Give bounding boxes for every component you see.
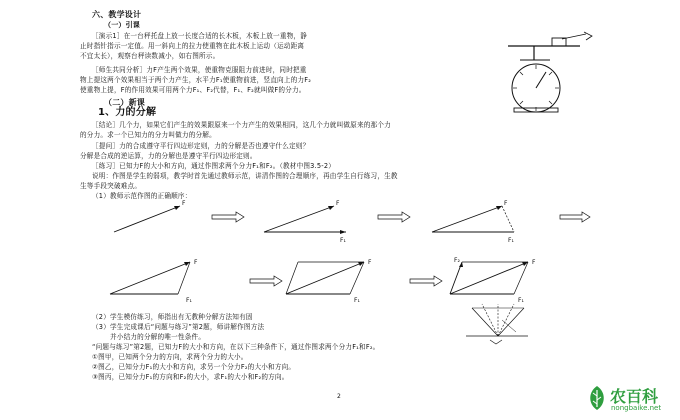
step-arrow-icon xyxy=(250,276,282,286)
label-F1: F₁ xyxy=(354,297,360,304)
text-line: ③图丙，已知分力F₁的方向和F₂的大小，求F₁的大小和F₂的方向。 xyxy=(92,373,289,381)
text-line: ［提问］力的合成遵守平行四边形定则，力的分解是否也遵守什么定则？ xyxy=(92,142,310,150)
text-line: ［练习］已知力F的大小和方向，通过作图求两个分力F₁和F₂。（教材中图3.5-2） xyxy=(92,162,336,170)
step-arrow-icon xyxy=(378,212,410,222)
text-line: ［师生共同分析］力F产生两个效果，使重物克服阻力前进时，同时把重 xyxy=(92,66,307,74)
leaf-logo-icon xyxy=(586,384,608,412)
text-line: 的分力。求一个已知力的分力叫做力的分解。 xyxy=(80,131,216,139)
force-diagram-step1 xyxy=(110,198,190,238)
text-line: ［演示1］在一台秤托盘上放一长度合适的长木板，木板上放一重物，静 xyxy=(92,32,307,40)
scale-diagram xyxy=(500,32,610,114)
label-F1: F₁ xyxy=(340,237,346,244)
text-line: 物上提这两个效果相当于两个力产生，水平力F₁使重物前进，竖直向上的力F₂ xyxy=(80,76,312,84)
label-F: F xyxy=(504,200,508,207)
label-F1: F₁ xyxy=(518,297,524,304)
force-diagram-step6 xyxy=(448,256,558,304)
text-line: 止时指针指示一定值。用一斜向上的拉力使重物在此木板上运动（运动距离 xyxy=(80,42,305,50)
force-diagram-step3 xyxy=(430,198,530,244)
label-F: F xyxy=(182,200,186,207)
page-number: 2 xyxy=(337,393,342,400)
force-diagram-step2 xyxy=(262,198,357,244)
force-diagram-step5 xyxy=(284,256,394,304)
text-line: （3）学生完成课后“问题与练习”第2题，师讲解作图方法 xyxy=(92,323,265,331)
text-line: （1）教师示范作图的正确顺序： xyxy=(92,192,192,200)
topic-heading: 1、力的分解 xyxy=(98,107,157,118)
label-F: F xyxy=(336,200,340,207)
label-F: F xyxy=(532,259,536,266)
text-line: 生等手段突破难点。 xyxy=(80,182,142,190)
text-line: 不宜太长），观察台秤读数减小，如右图所示。 xyxy=(80,52,220,60)
step-arrow-icon xyxy=(560,212,590,222)
label-F1: F₁ xyxy=(186,297,192,304)
newlesson-subheading: （二）新课 xyxy=(104,98,145,107)
text-line: 并小结力的分解的唯一性条件。 xyxy=(110,333,206,341)
text-line: “问题与练习”第2题，已知力F的大小和方向，在以下三种条件下，通过作图求两个分力F₁和F₂。 xyxy=(92,343,380,351)
step-arrow-icon xyxy=(410,276,442,286)
section-heading: 六、教学设计 xyxy=(92,10,142,19)
label-F2: F₂ xyxy=(454,257,460,264)
text-line: （2）学生模仿练习，师指出有无教种分解方法知有固 xyxy=(92,313,253,321)
watermark-name: 农百科 xyxy=(610,387,659,406)
intro-subheading: （一）引课 xyxy=(104,21,140,29)
force-diagram-step4 xyxy=(108,256,213,304)
label-F: F xyxy=(368,259,372,266)
label-F1: F₁ xyxy=(508,237,514,244)
exercise-diagram xyxy=(462,300,534,344)
watermark-url: nongbaike.net xyxy=(611,404,662,412)
text-line: ②图乙，已知分力F₁的大小和方向，求另一个分力F₂的大小和方向。 xyxy=(92,363,296,371)
step-arrow-icon xyxy=(212,212,244,222)
text-line: 说明：作图是学生的弱项，教学时首先通过教师示范，讲清作图的合理顺序，再由学生自行练习，生教 xyxy=(92,172,398,180)
text-line: ①图甲，已知两个分力的方向，求两个分力的大小。 xyxy=(92,353,248,361)
label-F: F xyxy=(194,259,198,266)
text-line: ［结论］几个力，如果它们产生的效果跟原来一个力产生的效果相同，这几个力就叫做原来的那个力 xyxy=(92,121,391,129)
text-line: 分解是合成的逆运算，力的分解也是遵守平行四边形定则。 xyxy=(80,152,257,160)
text-line: 使重物上提，F的作用效果可用两个力F₁、F₂代替，F₁、F₂就叫做F的分力。 xyxy=(80,86,306,94)
